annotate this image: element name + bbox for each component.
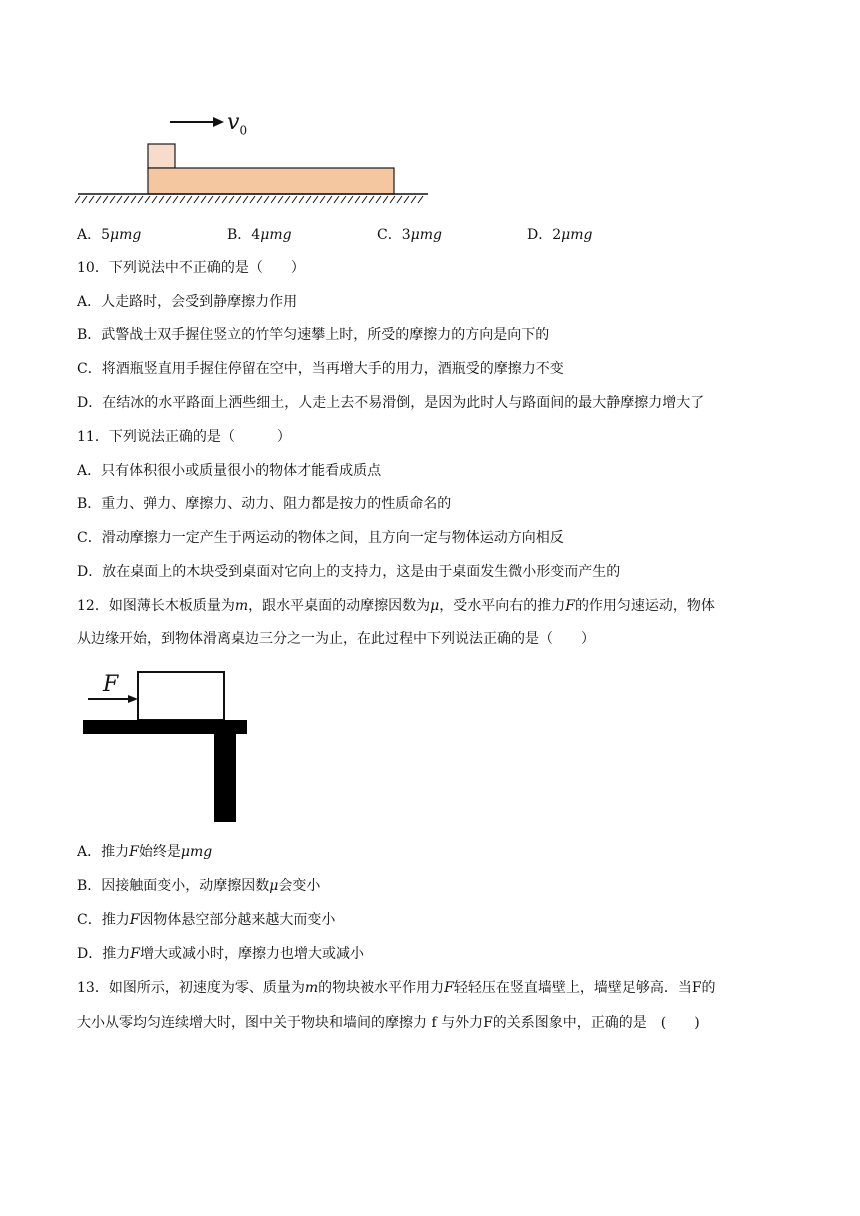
hatch-mark <box>404 196 409 203</box>
q10-option-c[interactable]: C．将酒瓶竖直用手握住停留在空中，当再增大手的用力，酒瓶受的摩擦力不变 <box>77 361 564 377</box>
q11-option-a[interactable]: A．只有体积很小或质量很小的物体才能看成质点 <box>77 463 382 479</box>
force-label: F <box>103 672 119 697</box>
hatch-mark <box>180 196 185 203</box>
velocity-arrowhead <box>213 117 224 127</box>
hatch-mark <box>299 196 304 203</box>
hatch-mark <box>208 196 213 203</box>
hatch-mark <box>103 196 108 203</box>
q12-stem-line2: 从边缘开始，到物体滑离桌边三分之一为止，在此过程中下列说法正确的是（ ） <box>77 631 595 647</box>
q9-option-a[interactable]: A．5μmg <box>77 227 142 243</box>
hatch-mark <box>376 196 381 203</box>
q10-option-d[interactable]: D．在结冰的水平路面上洒些细土，人走上去不易滑倒，是因为此时人与路面间的最大静摩擦力增大了 <box>77 395 705 411</box>
hatch-mark <box>110 196 115 203</box>
hatch-mark <box>173 196 178 203</box>
hatch-mark <box>138 196 143 203</box>
hatch-mark <box>355 196 360 203</box>
table-top <box>83 720 247 734</box>
hatch-mark <box>187 196 192 203</box>
hatch-mark <box>348 196 353 203</box>
hatch-mark <box>159 196 164 203</box>
plank-block-figure <box>0 0 860 210</box>
hatch-mark <box>124 196 129 203</box>
hatch-mark <box>201 196 206 203</box>
hatch-mark <box>250 196 255 203</box>
hatch-mark <box>243 196 248 203</box>
hatch-mark <box>271 196 276 203</box>
hatch-mark <box>82 196 87 203</box>
hatch-mark <box>222 196 227 203</box>
hatch-mark <box>145 196 150 203</box>
hatch-mark <box>229 196 234 203</box>
q10-option-b[interactable]: B．武警战士双手握住竖立的竹竿匀速攀上时，所受的摩擦力的方向是向下的 <box>77 327 550 343</box>
hatch-mark <box>418 196 423 203</box>
hatch-mark <box>334 196 339 203</box>
hatch-mark <box>264 196 269 203</box>
q11-stem: 11．下列说法正确的是（ ） <box>77 429 291 445</box>
q12-option-b[interactable]: B．因接触面变小，动摩擦因数μ会变小 <box>77 878 321 894</box>
small-block <box>148 144 175 168</box>
hatch-mark <box>117 196 122 203</box>
hatch-mark <box>327 196 332 203</box>
hatch-mark <box>131 196 136 203</box>
q12-option-c[interactable]: C．推力F因物体悬空部分越来越大而变小 <box>77 912 336 928</box>
q9-option-c[interactable]: C．3μmg <box>377 227 442 243</box>
hatch-mark <box>411 196 416 203</box>
hatch-mark <box>96 196 101 203</box>
hatch-mark <box>257 196 262 203</box>
q12-stem-line1: 12．如图薄长木板质量为m，跟水平桌面的动摩擦因数为μ，受水平向右的推力F的作用匀速运动，物体 <box>77 598 715 614</box>
hatch-mark <box>278 196 283 203</box>
hatch-mark <box>292 196 297 203</box>
hatch-mark <box>236 196 241 203</box>
hatch-mark <box>285 196 290 203</box>
ground-hatching <box>75 196 423 203</box>
board-block <box>138 672 224 720</box>
q11-option-b[interactable]: B．重力、弹力、摩擦力、动力、阻力都是按力的性质命名的 <box>77 496 452 512</box>
hatch-mark <box>341 196 346 203</box>
hatch-mark <box>215 196 220 203</box>
hatch-mark <box>397 196 402 203</box>
hatch-mark <box>369 196 374 203</box>
q13-stem-line1: 13．如图所示，初速度为零、质量为m的物块被水平作用力F轻轻压在竖直墙壁上，墙壁足够高．当F的 <box>77 980 716 996</box>
q10-option-a[interactable]: A．人走路时，会受到静摩擦力作用 <box>77 294 298 310</box>
q9-option-d[interactable]: D．2μmg <box>527 227 593 243</box>
q11-option-c[interactable]: C．滑动摩擦力一定产生于两运动的物体之间，且方向一定与物体运动方向相反 <box>77 530 564 546</box>
table-leg <box>214 734 236 822</box>
q11-option-d[interactable]: D．放在桌面上的木块受到桌面对它向上的支持力，这是由于桌面发生微小形变而产生的 <box>77 564 621 580</box>
hatch-mark <box>152 196 157 203</box>
q12-option-a[interactable]: A．推力F始终是μmg <box>77 844 213 860</box>
hatch-mark <box>75 196 80 203</box>
velocity-subscript: 0 <box>239 123 248 138</box>
hatch-mark <box>383 196 388 203</box>
hatch-mark <box>89 196 94 203</box>
hatch-mark <box>306 196 311 203</box>
q10-stem: 10．下列说法中不正确的是（ ） <box>77 260 305 276</box>
q9-option-b[interactable]: B．4μmg <box>227 227 292 243</box>
q12-option-d[interactable]: D．推力F增大或减小时，摩擦力也增大或减小 <box>77 946 364 962</box>
force-arrowhead <box>128 695 138 703</box>
q13-stem-line2: 大小从零均匀连续增大时，图中关于物块和墙间的摩擦力 f 与外力F的关系图象中，正确的是 ( ) <box>77 1015 700 1031</box>
hatch-mark <box>390 196 395 203</box>
hatch-mark <box>166 196 171 203</box>
hatch-mark <box>313 196 318 203</box>
long-plank <box>148 168 394 194</box>
hatch-mark <box>362 196 367 203</box>
hatch-mark <box>194 196 199 203</box>
velocity-label: $v_0$ <box>227 110 248 138</box>
hatch-mark <box>320 196 325 203</box>
